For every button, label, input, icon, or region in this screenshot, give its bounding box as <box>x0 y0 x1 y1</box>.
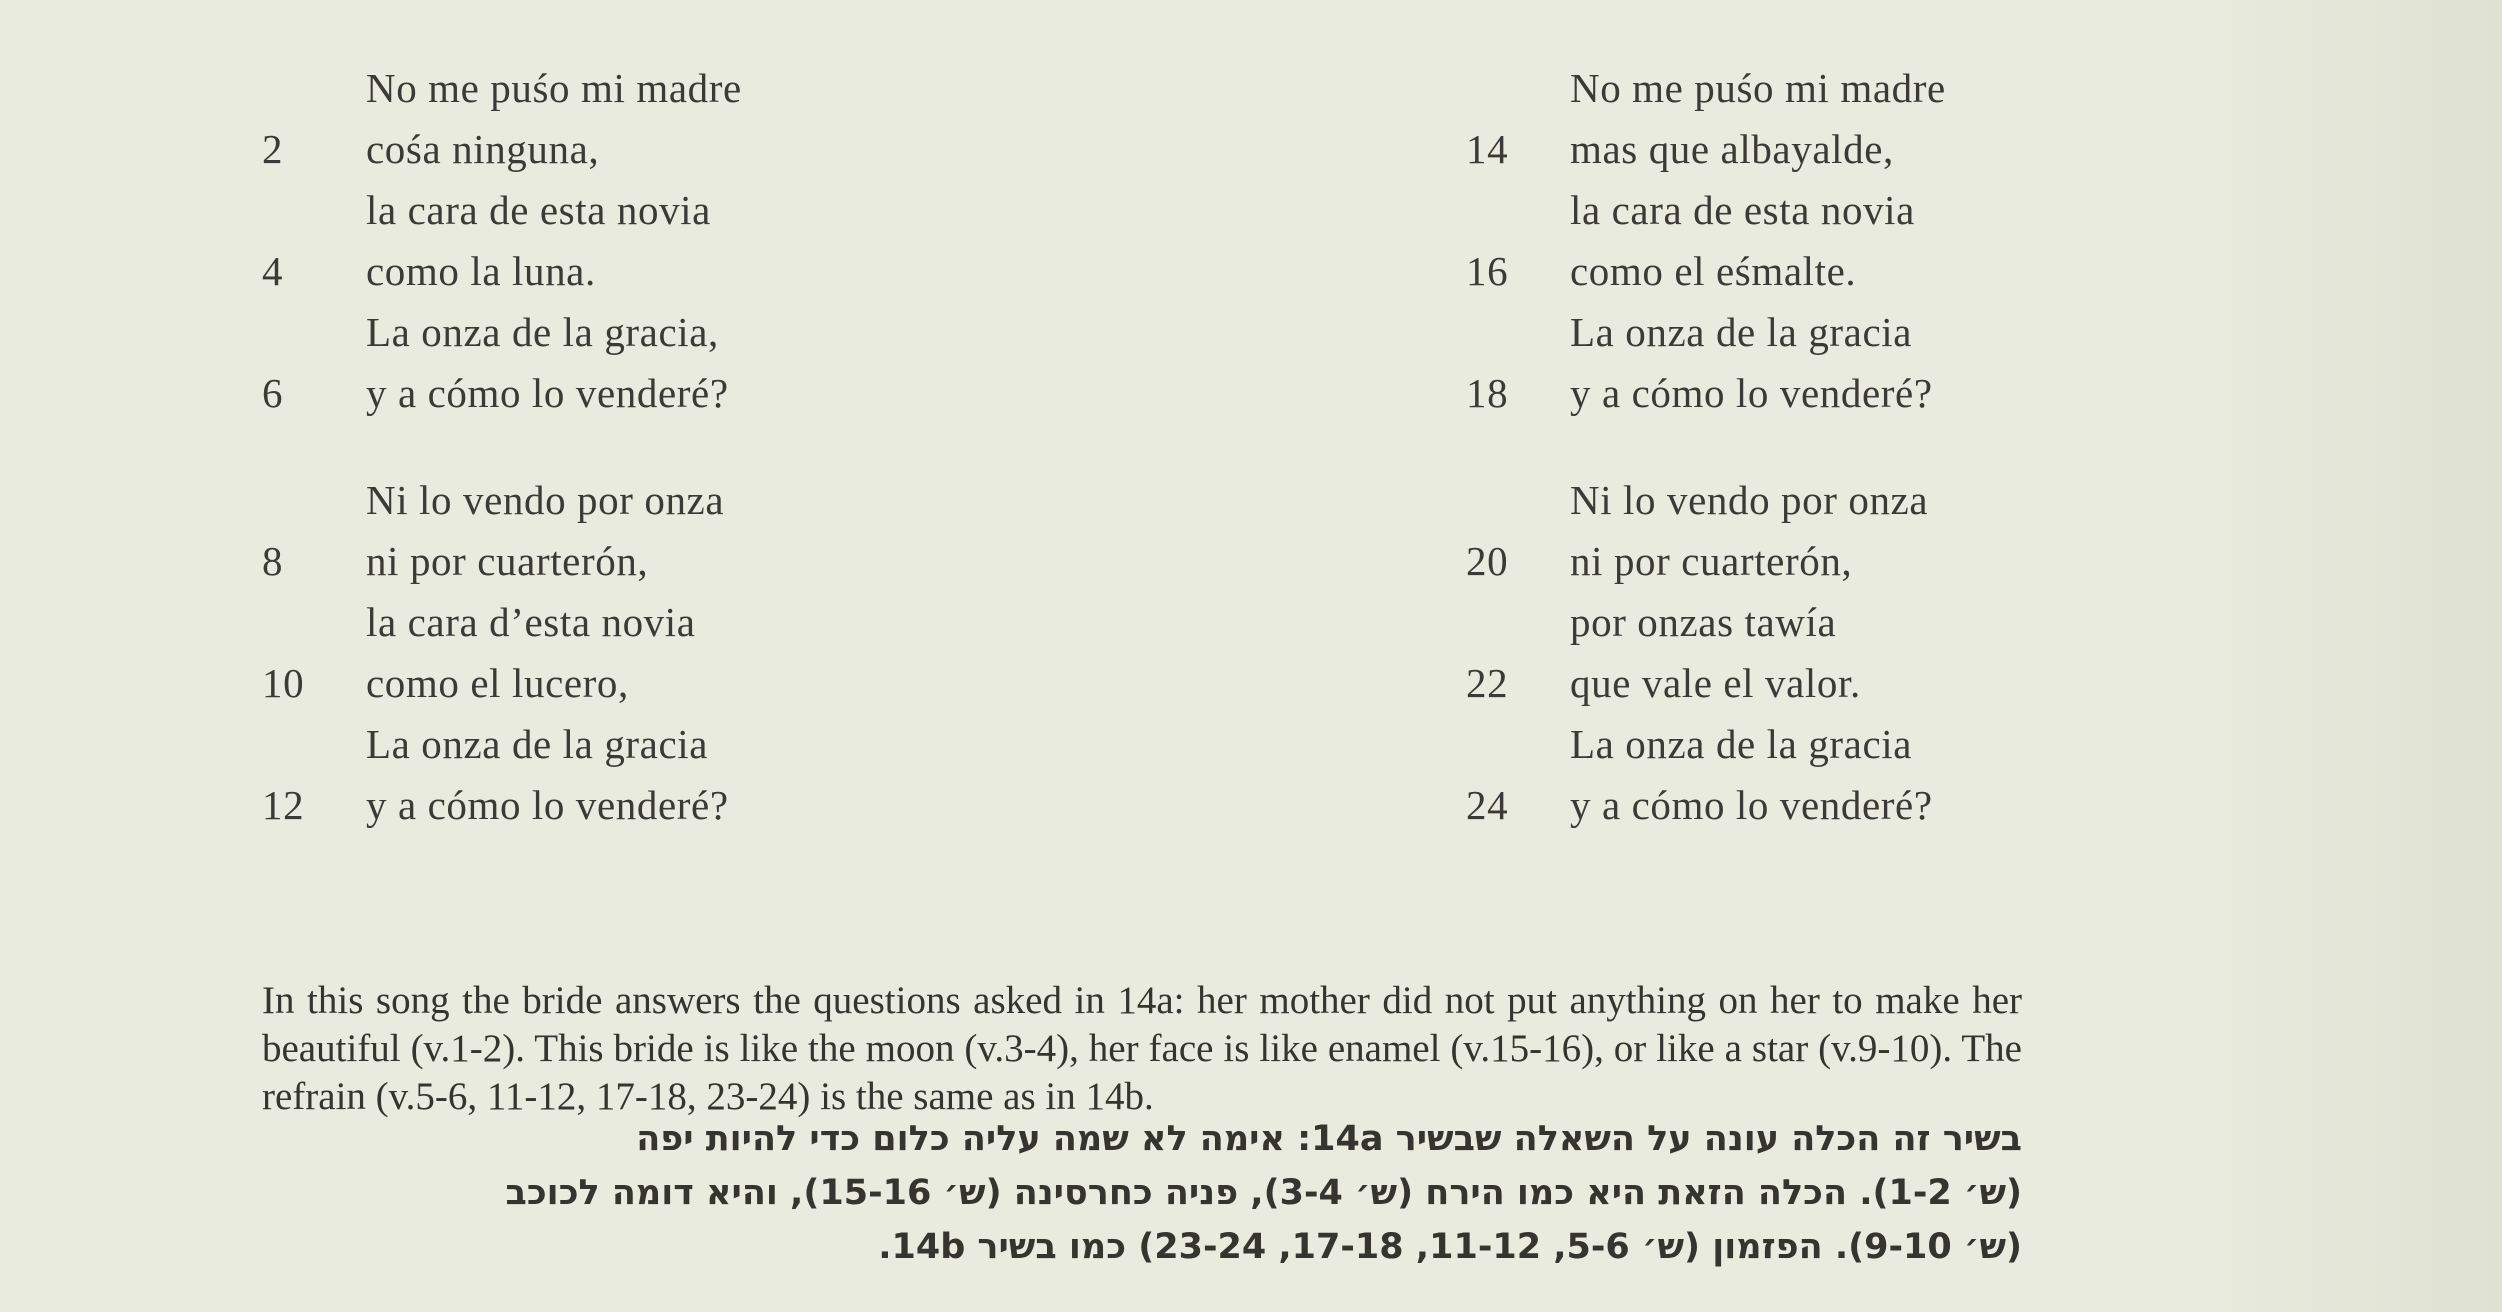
verse-number: 24 <box>1466 782 1509 828</box>
verse-number: 6 <box>262 370 284 416</box>
verse-text: La onza de la gracia <box>1570 309 1913 355</box>
verse-line <box>1466 363 1946 424</box>
verse-text: que vale el valor. <box>1570 660 1861 706</box>
verse-line <box>262 58 742 119</box>
verse-line <box>262 775 742 836</box>
verse-text: No me puśo mi madre <box>1570 65 1946 111</box>
verse-text: La onza de la gracia, <box>366 309 719 355</box>
verse-line <box>262 653 742 714</box>
verse-number: 22 <box>1466 660 1509 706</box>
verse-text: la cara de esta novia <box>366 187 711 233</box>
verse-text: y a cómo lo venderé? <box>1570 370 1933 416</box>
verse-text: La onza de la gracia <box>1570 721 1913 767</box>
verse-number: 10 <box>262 660 305 706</box>
verse-line <box>262 470 742 531</box>
verse-line <box>262 180 742 241</box>
verse-text: la cara d’esta novia <box>366 599 696 645</box>
verse-line <box>262 302 742 363</box>
verse-number: 18 <box>1466 370 1509 416</box>
verse-line <box>1466 302 1946 363</box>
verse-line <box>1466 714 1946 775</box>
verse-line <box>1466 775 1946 836</box>
verse-line <box>262 119 742 180</box>
verse-text: No me puśo mi madre <box>366 65 742 111</box>
page-edge-shading <box>2182 0 2502 1312</box>
verse-text: ni por cuarterón, <box>1570 538 1853 584</box>
english-commentary: In this song the bride answers the questions asked in 14a: her mother did not put anything on her to make her beautiful (v.1-2). This bride is like the moon (v.3-4), her face is like enamel (v.15-16), or like a star (v.9-10). The refrain (v.5-6, 11-12, 17-18, 23-24) is the same as in 14b. <box>262 979 2022 1118</box>
verse-number: 2 <box>262 126 284 172</box>
verse-number: 14 <box>1466 126 1509 172</box>
verse-number: 20 <box>1466 538 1509 584</box>
verse-line <box>1466 241 1946 302</box>
hebrew-commentary-line: (ש׳ 1-2). הכלה הזאת היא כמו הירח (ש׳ 3-4), פניה כחרסינה (ש׳ 15-16), והיא דומה לכוכב <box>505 1173 2022 1213</box>
verse-line <box>262 592 742 653</box>
verse-text: La onza de la gracia <box>366 721 709 767</box>
hebrew-commentary-line: (ש׳ 9-10). הפזמון (ש׳ 5-6, 11-12, 17-18, 23-24) כמו בשיר 14b. <box>878 1227 2022 1267</box>
verse-number: 16 <box>1466 248 1509 294</box>
song-left-column <box>262 58 742 882</box>
stanza <box>1466 470 1946 836</box>
verse-number: 4 <box>262 248 284 294</box>
verse-text: ni por cuarterón, <box>366 538 649 584</box>
verse-line <box>262 241 742 302</box>
verse-line <box>1466 592 1946 653</box>
verse-number: 12 <box>262 782 305 828</box>
stanza <box>262 58 742 424</box>
verse-text: por onzas tawía <box>1570 599 1837 645</box>
song-right-column <box>1466 58 1946 882</box>
verse-text: y a cómo lo venderé? <box>366 782 729 828</box>
verse-line <box>1466 653 1946 714</box>
verse-text: Ni lo vendo por onza <box>366 477 725 523</box>
verse-line <box>262 363 742 424</box>
verse-number: 8 <box>262 538 284 584</box>
hebrew-commentary <box>262 1112 2022 1274</box>
verse-text: como la luna. <box>366 248 596 294</box>
verse-text: como el lucero, <box>366 660 629 706</box>
verse-line <box>262 531 742 592</box>
verse-line <box>1466 58 1946 119</box>
hebrew-commentary-line: בשיר זה הכלה עונה על השאלה שבשיר 14a: אימה לא שמה עליה כלום כדי להיות יפה <box>636 1119 2022 1159</box>
verse-text: mas que albayalde, <box>1570 126 1894 172</box>
verse-text: y a cómo lo venderé? <box>366 370 729 416</box>
stanza <box>1466 58 1946 424</box>
verse-text: y a cómo lo venderé? <box>1570 782 1933 828</box>
verse-text: cośa ninguna, <box>366 126 600 172</box>
verse-line <box>1466 531 1946 592</box>
verse-line <box>1466 470 1946 531</box>
verse-line <box>1466 119 1946 180</box>
verse-text: Ni lo vendo por onza <box>1570 477 1929 523</box>
verse-text: la cara de esta novia <box>1570 187 1915 233</box>
verse-text: como el eśmalte. <box>1570 248 1857 294</box>
stanza <box>262 470 742 836</box>
verse-line <box>262 714 742 775</box>
verse-line <box>1466 180 1946 241</box>
